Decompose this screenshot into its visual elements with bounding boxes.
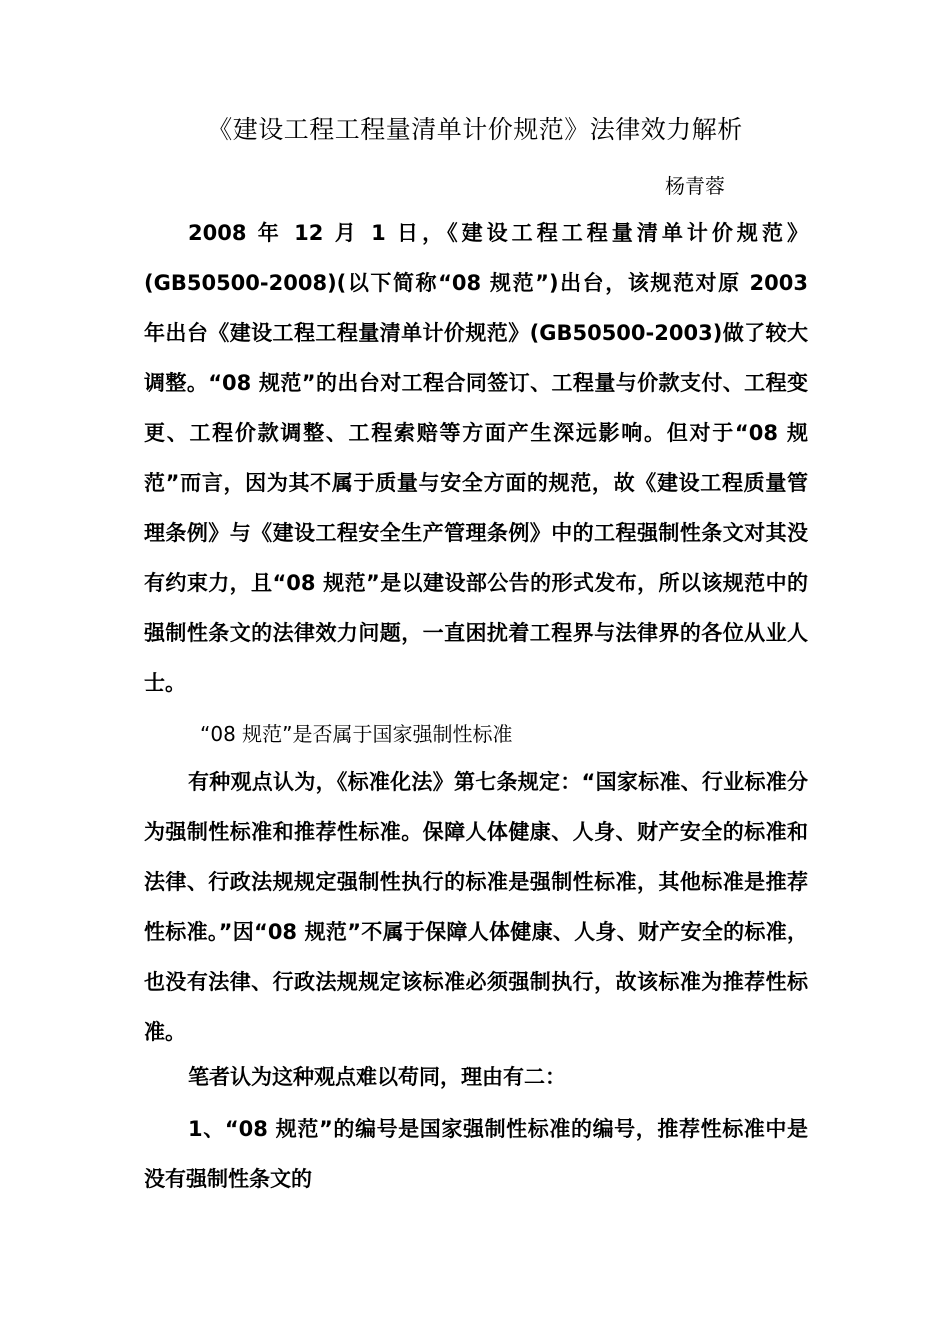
paragraph-author-view: 笔者认为这种观点难以苟同，理由有二： — [188, 1065, 566, 1089]
paragraph-viewpoint: 有种观点认为，《标准化法》第七条规定：“国家标准、行业标准分为强制性标准和推荐性标准。保障人体健康、人身、财产安全的标准和法律、行政法规规定强制性执行的标准是强制性标准，其他标准是推荐性标准。”因“08 规范”不属于保障人体健康、人身、财产安全的标准，也没有法律、行政法规规定该标准必须强制执行，故该标准为推荐性标准。 — [144, 770, 808, 1044]
author-name: 杨青蓉 — [665, 174, 725, 198]
paragraph-reason-one: 1、“08 规范”的编号是国家强制性标准的编号，推荐性标准中是没有强制性条文的 — [144, 1117, 808, 1191]
document-title: 《建设工程工程量清单计价规范》法律效力解析 — [207, 115, 743, 144]
paragraph-intro: 2008 年 12 月 1 日，《建设工程工程量清单计价规范》(GB50500-2008)(以下简称“08 规范”)出台，该规范对原 2003 年出台《建设工程工程量清单计价规范》(GB50500-2003)做了较大调整。“08 规范”的出台对工程合同签订、工程量与价款支付、工程变更、工程价款调整、工程索赔等方面产生深远影响。但对于“08 规范”而言，因为其不属于质量与安全方面的规范，故《建设工程质量管理条例》与《建设工程安全生产管理条例》中的工程强制性条文对其没有约束力，且“08 规范”是以建设部公告的形式发布，所以该规范中的强制性条文的法律效力问题，一直困扰着工程界与法律界的各位从业人士。 — [144, 221, 808, 695]
section-heading: “08 规范”是否属于国家强制性标准 — [200, 722, 513, 746]
